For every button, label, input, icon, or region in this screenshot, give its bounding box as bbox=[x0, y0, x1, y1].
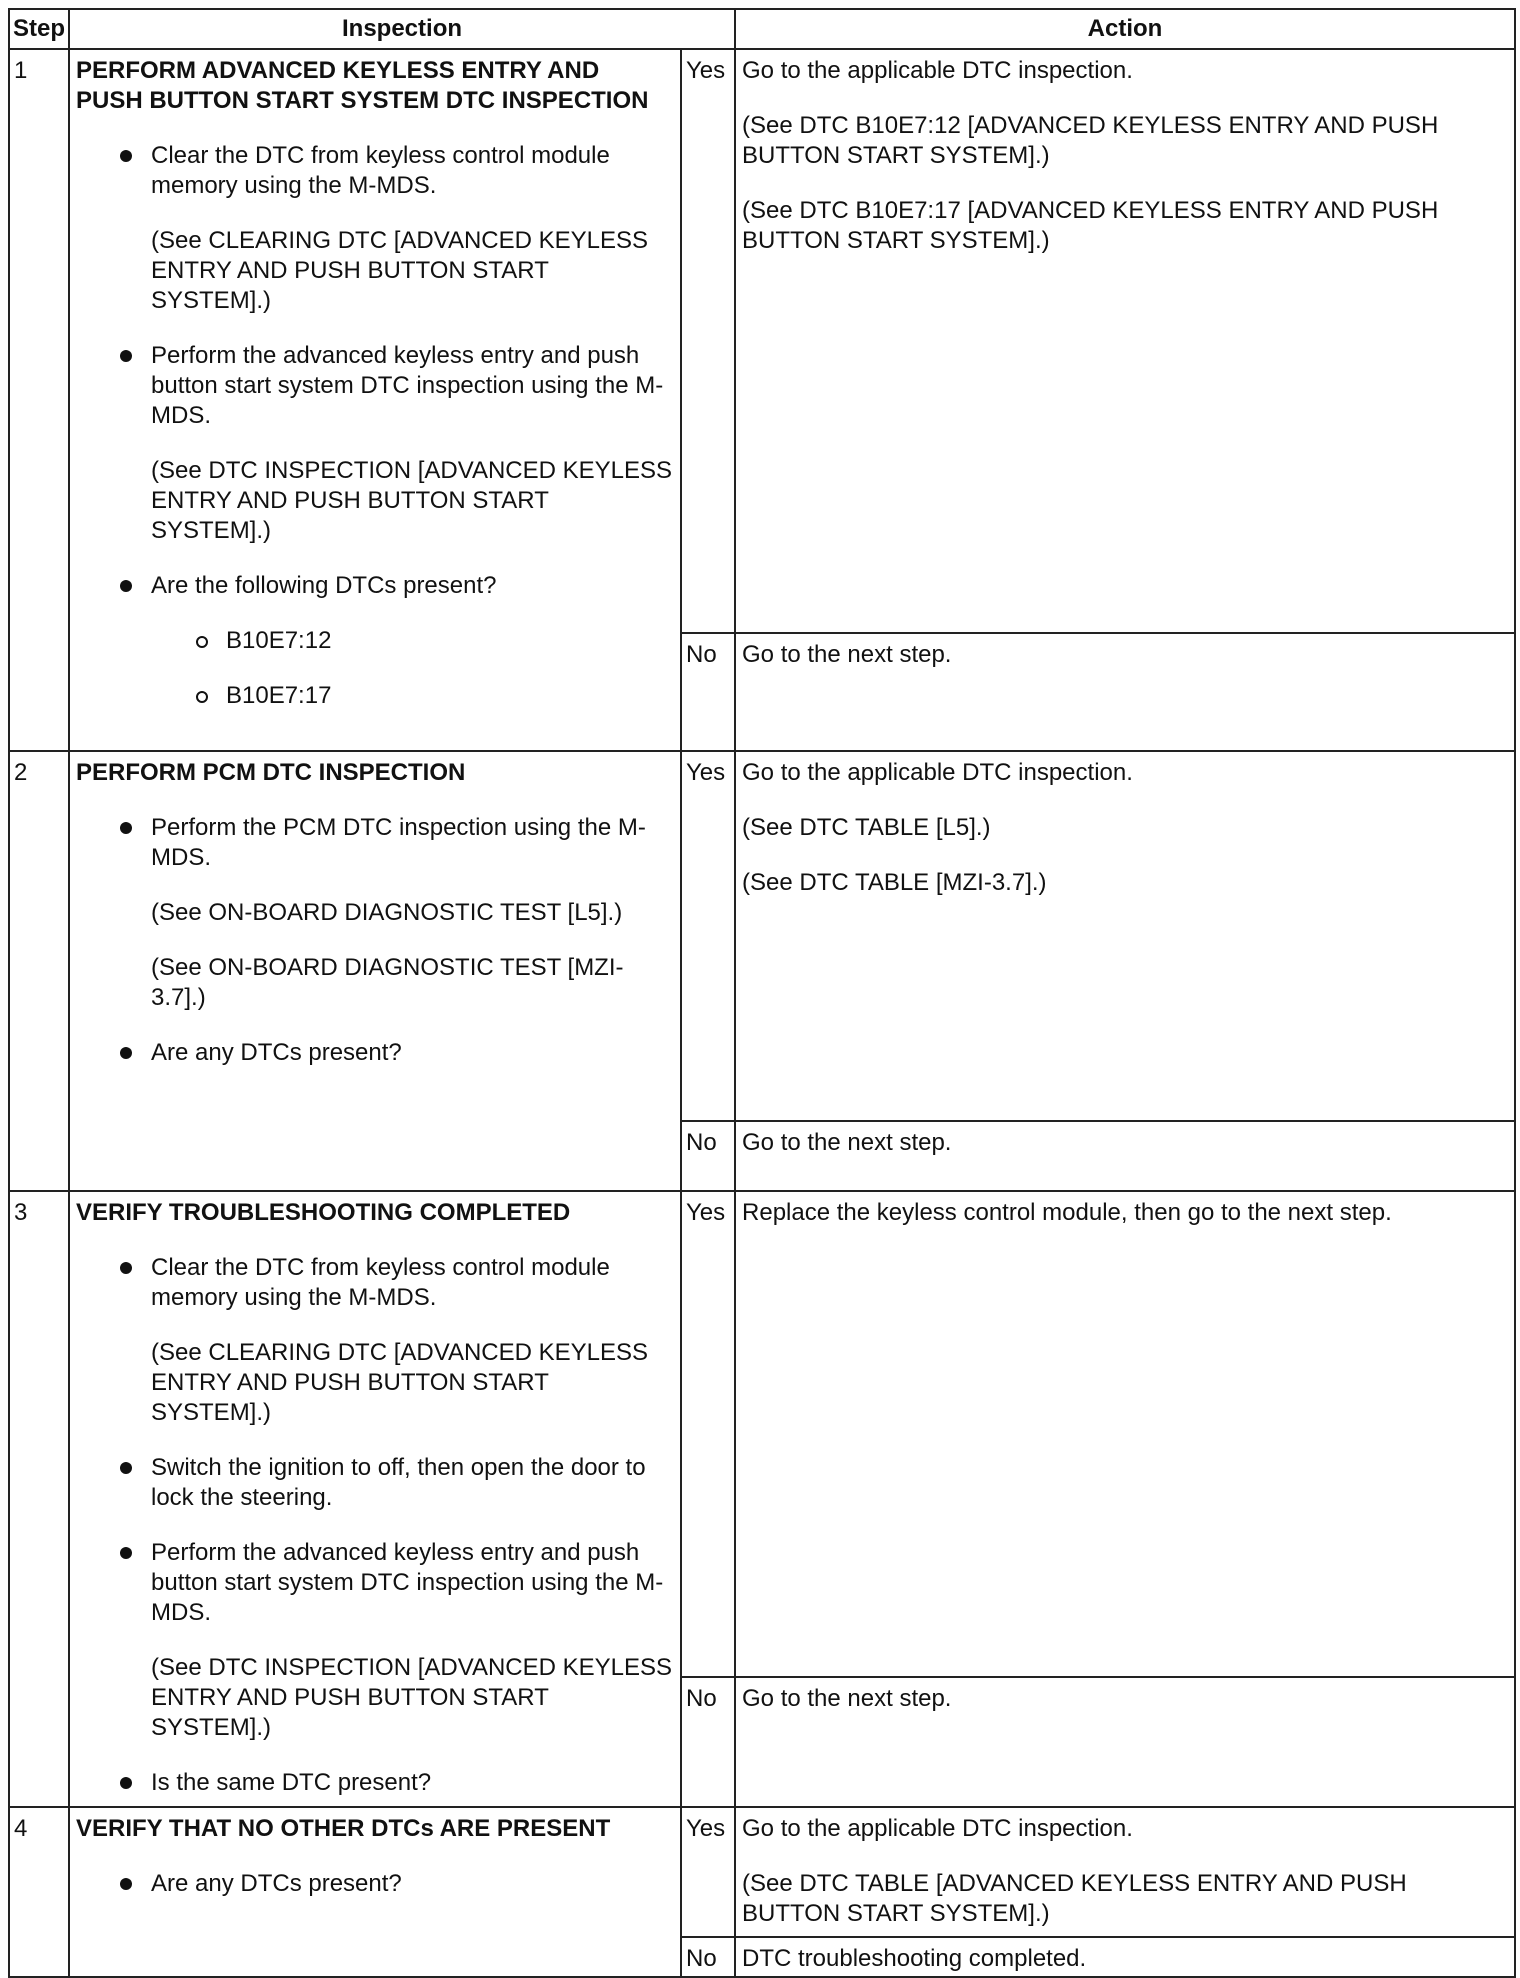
bullet-item: Perform the PCM DTC inspection using the M-MDS. bbox=[76, 813, 672, 873]
bullet-item: Clear the DTC from keyless control module memory using the M-MDS. bbox=[76, 141, 672, 201]
dtc-code: B10E7:12 bbox=[76, 626, 672, 656]
action-text: Go to the applicable DTC inspection. bbox=[742, 1815, 1133, 1842]
yes-label: Yes bbox=[681, 751, 735, 1121]
yes-label: Yes bbox=[681, 1191, 735, 1677]
header-row bbox=[9, 9, 1515, 49]
step-number: 2 bbox=[9, 751, 69, 1191]
reference-note: (See DTC INSPECTION [ADVANCED KEYLESS ENTRY AND PUSH BUTTON START SYSTEM].) bbox=[151, 1654, 673, 1741]
step-1-yes-row bbox=[9, 49, 1515, 633]
step-number: 4 bbox=[9, 1807, 69, 1977]
step-2-inspection bbox=[69, 751, 681, 1191]
bullet-item: Perform the advanced keyless entry and push button start system DTC inspection using the M-MDS. bbox=[76, 1538, 672, 1628]
yes-label: Yes bbox=[681, 1807, 735, 1937]
no-action bbox=[735, 633, 1515, 751]
yes-action bbox=[735, 49, 1515, 633]
action-reference: (See DTC TABLE [MZI-3.7].) bbox=[742, 869, 1047, 896]
no-action bbox=[735, 1677, 1515, 1807]
header-inspection: Inspection bbox=[69, 9, 735, 49]
bullet-item: Are the following DTCs present? bbox=[76, 571, 672, 601]
action-text: Go to the next step. bbox=[742, 1129, 952, 1156]
reference-note: (See ON-BOARD DIAGNOSTIC TEST [L5].) bbox=[151, 899, 623, 926]
step-number: 3 bbox=[9, 1191, 69, 1807]
yes-action bbox=[735, 751, 1515, 1121]
no-action bbox=[735, 1937, 1515, 1977]
bullet-item: Are any DTCs present? bbox=[76, 1038, 672, 1068]
step-title: PERFORM ADVANCED KEYLESS ENTRY AND PUSH BUTTON START SYSTEM DTC INSPECTION bbox=[76, 57, 649, 114]
bullet-item: Is the same DTC present? bbox=[76, 1768, 672, 1798]
step-title: PERFORM PCM DTC INSPECTION bbox=[76, 759, 466, 786]
yes-label: Yes bbox=[681, 49, 735, 633]
yes-action bbox=[735, 1191, 1515, 1677]
action-text: Go to the next step. bbox=[742, 1685, 952, 1712]
no-action bbox=[735, 1121, 1515, 1191]
reference-note: (See DTC INSPECTION [ADVANCED KEYLESS ENTRY AND PUSH BUTTON START SYSTEM].) bbox=[151, 457, 673, 544]
bullet-item: Are any DTCs present? bbox=[76, 1869, 672, 1899]
bullet-item: Switch the ignition to off, then open the door to lock the steering. bbox=[76, 1453, 672, 1513]
action-reference: (See DTC B10E7:12 [ADVANCED KEYLESS ENTRY AND PUSH BUTTON START SYSTEM].) bbox=[742, 112, 1439, 169]
bullet-item: Perform the advanced keyless entry and push button start system DTC inspection using the M-MDS. bbox=[76, 341, 672, 431]
step-title: VERIFY THAT NO OTHER DTCs ARE PRESENT bbox=[76, 1815, 611, 1842]
step-3-inspection bbox=[69, 1191, 681, 1807]
action-text: DTC troubleshooting completed. bbox=[742, 1945, 1087, 1972]
yes-action bbox=[735, 1807, 1515, 1937]
header-step: Step bbox=[9, 9, 69, 49]
action-reference: (See DTC TABLE [L5].) bbox=[742, 814, 991, 841]
action-text: Go to the next step. bbox=[742, 641, 952, 668]
action-text: Go to the applicable DTC inspection. bbox=[742, 57, 1133, 84]
step-4-yes-row bbox=[9, 1807, 1515, 1937]
step-3-yes-row bbox=[9, 1191, 1515, 1677]
action-reference: (See DTC TABLE [ADVANCED KEYLESS ENTRY AND PUSH BUTTON START SYSTEM].) bbox=[742, 1870, 1407, 1927]
step-4-inspection bbox=[69, 1807, 681, 1977]
no-label: No bbox=[681, 1937, 735, 1977]
step-title: VERIFY TROUBLESHOOTING COMPLETED bbox=[76, 1199, 571, 1226]
step-2-yes-row bbox=[9, 751, 1515, 1121]
action-reference: (See DTC B10E7:17 [ADVANCED KEYLESS ENTRY AND PUSH BUTTON START SYSTEM].) bbox=[742, 197, 1439, 254]
no-label: No bbox=[681, 1677, 735, 1807]
no-label: No bbox=[681, 1121, 735, 1191]
dtc-code: B10E7:17 bbox=[76, 681, 672, 711]
reference-note: (See CLEARING DTC [ADVANCED KEYLESS ENTRY AND PUSH BUTTON START SYSTEM].) bbox=[151, 1339, 649, 1426]
action-text: Replace the keyless control module, then go to the next step. bbox=[742, 1199, 1392, 1226]
reference-note: (See CLEARING DTC [ADVANCED KEYLESS ENTRY AND PUSH BUTTON START SYSTEM].) bbox=[151, 227, 649, 314]
diagnostic-table bbox=[8, 8, 1516, 1978]
header-action: Action bbox=[735, 9, 1515, 49]
bullet-item: Clear the DTC from keyless control module memory using the M-MDS. bbox=[76, 1253, 672, 1313]
step-number: 1 bbox=[9, 49, 69, 751]
reference-note: (See ON-BOARD DIAGNOSTIC TEST [MZI-3.7].) bbox=[151, 954, 624, 1011]
action-text: Go to the applicable DTC inspection. bbox=[742, 759, 1133, 786]
step-1-inspection bbox=[69, 49, 681, 751]
no-label: No bbox=[681, 633, 735, 751]
